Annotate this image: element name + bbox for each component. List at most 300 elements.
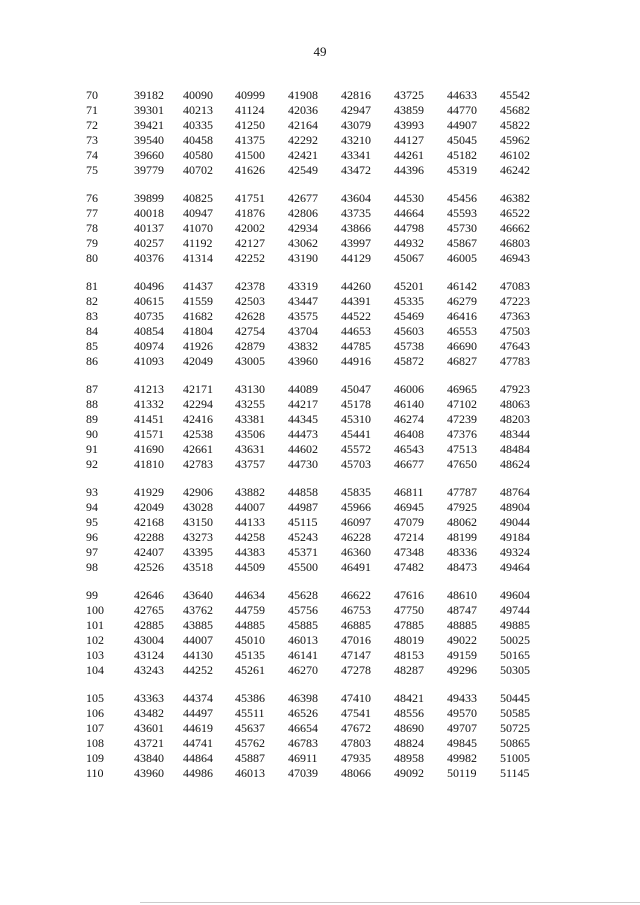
- value-cell: 48287: [394, 663, 424, 677]
- table-row: [86, 588, 553, 603]
- table-row: [86, 721, 553, 736]
- value-cell: 40257: [134, 236, 164, 250]
- value-cell: 49022: [447, 633, 477, 647]
- value-cell: 43960: [288, 354, 318, 368]
- value-cell: 41213: [134, 382, 164, 396]
- value-cell: 47541: [341, 706, 371, 720]
- value-cell: 42288: [134, 530, 164, 544]
- value-cell: 40702: [183, 163, 213, 177]
- value-cell: 45456: [447, 191, 477, 205]
- value-cell: 45966: [341, 500, 371, 514]
- value-cell: 47503: [500, 324, 530, 338]
- value-cell: 45762: [235, 736, 265, 750]
- value-cell: 46783: [288, 736, 318, 750]
- value-cell: 46270: [288, 663, 318, 677]
- value-cell: 39301: [134, 103, 164, 117]
- value-cell: 46943: [500, 251, 530, 265]
- value-cell: 48764: [500, 485, 530, 499]
- step-number-cell: 104: [86, 663, 104, 677]
- value-cell: 43757: [235, 457, 265, 471]
- value-cell: 46274: [394, 412, 424, 426]
- step-number-cell: 106: [86, 706, 104, 720]
- value-cell: 48747: [447, 603, 477, 617]
- step-number-cell: 96: [86, 530, 98, 544]
- value-cell: 44130: [183, 648, 213, 662]
- value-cell: 45386: [235, 691, 265, 705]
- step-number-cell: 88: [86, 397, 98, 411]
- value-cell: 43885: [183, 618, 213, 632]
- value-cell: 42783: [183, 457, 213, 471]
- value-cell: 47147: [341, 648, 371, 662]
- value-cell: 48153: [394, 648, 424, 662]
- value-cell: 47650: [447, 457, 477, 471]
- value-cell: 41926: [183, 339, 213, 353]
- value-cell: 45178: [341, 397, 371, 411]
- value-cell: 39182: [134, 88, 164, 102]
- value-cell: 46005: [447, 251, 477, 265]
- value-cell: 40376: [134, 251, 164, 265]
- block-separator: [86, 266, 553, 279]
- value-cell: 40615: [134, 294, 164, 308]
- value-cell: 48484: [500, 442, 530, 456]
- value-cell: 49604: [500, 588, 530, 602]
- value-cell: 51005: [500, 751, 530, 765]
- block-separator: [86, 678, 553, 691]
- value-cell: 40213: [183, 103, 213, 117]
- value-cell: 49707: [447, 721, 477, 735]
- value-cell: 45201: [394, 279, 424, 293]
- value-cell: 42421: [288, 148, 318, 162]
- value-cell: 44907: [447, 118, 477, 132]
- value-cell: 42538: [183, 427, 213, 441]
- step-number-cell: 85: [86, 339, 98, 353]
- value-cell: 41876: [235, 206, 265, 220]
- value-cell: 39899: [134, 191, 164, 205]
- value-cell: 47079: [394, 515, 424, 529]
- value-cell: 43130: [235, 382, 265, 396]
- value-cell: 45261: [235, 663, 265, 677]
- table-row: [86, 382, 553, 397]
- table-row: [86, 221, 553, 236]
- value-cell: 44858: [288, 485, 318, 499]
- value-cell: 47783: [500, 354, 530, 368]
- value-cell: 48199: [447, 530, 477, 544]
- table-row: [86, 485, 553, 500]
- value-cell: 46491: [341, 560, 371, 574]
- table-row: [86, 545, 553, 560]
- table-row: [86, 279, 553, 294]
- value-cell: 42407: [134, 545, 164, 559]
- value-cell: 40018: [134, 206, 164, 220]
- value-cell: 44007: [235, 500, 265, 514]
- value-cell: 49324: [500, 545, 530, 559]
- block-separator-cell: [86, 678, 553, 691]
- value-cell: 43518: [183, 560, 213, 574]
- value-cell: 43341: [341, 148, 371, 162]
- step-number-cell: 82: [86, 294, 98, 308]
- value-cell: 40825: [183, 191, 213, 205]
- value-cell: 49184: [500, 530, 530, 544]
- table-row: [86, 324, 553, 339]
- value-cell: 44759: [235, 603, 265, 617]
- step-number-cell: 74: [86, 148, 98, 162]
- value-cell: 45682: [500, 103, 530, 117]
- table-row: [86, 691, 553, 706]
- step-number-cell: 87: [86, 382, 98, 396]
- value-cell: 47885: [394, 618, 424, 632]
- value-cell: 39660: [134, 148, 164, 162]
- table-row: [86, 618, 553, 633]
- table-row: [86, 191, 553, 206]
- step-number-cell: 79: [86, 236, 98, 250]
- value-cell: 45135: [235, 648, 265, 662]
- value-cell: 44885: [235, 618, 265, 632]
- value-cell: 50865: [500, 736, 530, 750]
- value-cell: 43640: [183, 588, 213, 602]
- value-cell: 46013: [235, 766, 265, 780]
- table-row: [86, 751, 553, 766]
- value-cell: 42049: [183, 354, 213, 368]
- value-cell: 46141: [288, 648, 318, 662]
- value-cell: 43319: [288, 279, 318, 293]
- value-cell: 45500: [288, 560, 318, 574]
- value-cell: 51145: [500, 766, 530, 780]
- value-cell: 42002: [235, 221, 265, 235]
- value-cell: 43993: [394, 118, 424, 132]
- value-cell: 50119: [447, 766, 477, 780]
- value-cell: 45637: [235, 721, 265, 735]
- value-cell: 44770: [447, 103, 477, 117]
- value-cell: 44260: [341, 279, 371, 293]
- value-cell: 49044: [500, 515, 530, 529]
- value-cell: 47925: [447, 500, 477, 514]
- table-row: [86, 603, 553, 618]
- value-cell: 49092: [394, 766, 424, 780]
- value-cell: 40335: [183, 118, 213, 132]
- step-number-cell: 100: [86, 603, 104, 617]
- value-cell: 48824: [394, 736, 424, 750]
- value-cell: 47410: [341, 691, 371, 705]
- value-cell: 39779: [134, 163, 164, 177]
- value-cell: 42754: [235, 324, 265, 338]
- value-cell: 39421: [134, 118, 164, 132]
- table-row: [86, 530, 553, 545]
- value-cell: 44730: [288, 457, 318, 471]
- value-cell: 46662: [500, 221, 530, 235]
- value-cell: 40947: [183, 206, 213, 220]
- table-row: [86, 148, 553, 163]
- value-cell: 44987: [288, 500, 318, 514]
- value-cell: 43273: [183, 530, 213, 544]
- table-row: [86, 427, 553, 442]
- value-cell: 44653: [341, 324, 371, 338]
- value-cell: 43150: [183, 515, 213, 529]
- value-cell: 46911: [288, 751, 318, 765]
- value-cell: 42036: [288, 103, 318, 117]
- value-cell: 45756: [288, 603, 318, 617]
- salary-table: [86, 88, 553, 781]
- value-cell: 45067: [394, 251, 424, 265]
- value-cell: 42806: [288, 206, 318, 220]
- value-cell: 44522: [341, 309, 371, 323]
- value-cell: 45887: [235, 751, 265, 765]
- value-cell: 42661: [183, 442, 213, 456]
- value-cell: 42503: [235, 294, 265, 308]
- table-row: [86, 236, 553, 251]
- step-number-cell: 92: [86, 457, 98, 471]
- block-separator: [86, 472, 553, 485]
- value-cell: 44258: [235, 530, 265, 544]
- value-cell: 40735: [134, 309, 164, 323]
- value-cell: 46827: [447, 354, 477, 368]
- value-cell: 47016: [341, 633, 371, 647]
- value-cell: 42164: [288, 118, 318, 132]
- value-cell: 45867: [447, 236, 477, 250]
- step-number-cell: 91: [86, 442, 98, 456]
- table-row: [86, 294, 553, 309]
- value-cell: 42549: [288, 163, 318, 177]
- value-cell: 45371: [288, 545, 318, 559]
- value-cell: 44785: [341, 339, 371, 353]
- value-cell: 45511: [235, 706, 265, 720]
- value-cell: 46753: [341, 603, 371, 617]
- value-cell: 41929: [134, 485, 164, 499]
- value-cell: 43506: [235, 427, 265, 441]
- value-cell: 45572: [341, 442, 371, 456]
- value-cell: 44396: [394, 163, 424, 177]
- value-cell: 43631: [235, 442, 265, 456]
- table-row: [86, 457, 553, 472]
- value-cell: 46522: [500, 206, 530, 220]
- value-cell: 46102: [500, 148, 530, 162]
- value-cell: 48958: [394, 751, 424, 765]
- value-cell: 44916: [341, 354, 371, 368]
- step-number-cell: 84: [86, 324, 98, 338]
- value-cell: 45045: [447, 133, 477, 147]
- value-cell: 43381: [235, 412, 265, 426]
- value-cell: 47363: [500, 309, 530, 323]
- value-cell: 43210: [341, 133, 371, 147]
- step-number-cell: 70: [86, 88, 98, 102]
- value-cell: 46803: [500, 236, 530, 250]
- value-cell: 40999: [235, 88, 265, 102]
- value-cell: 46142: [447, 279, 477, 293]
- table-row: [86, 103, 553, 118]
- value-cell: 43124: [134, 648, 164, 662]
- value-cell: 44619: [183, 721, 213, 735]
- value-cell: 49744: [500, 603, 530, 617]
- value-cell: 47787: [447, 485, 477, 499]
- table-row: [86, 163, 553, 178]
- value-cell: 41751: [235, 191, 265, 205]
- step-number-cell: 71: [86, 103, 98, 117]
- value-cell: 47214: [394, 530, 424, 544]
- value-cell: 45885: [288, 618, 318, 632]
- value-cell: 45822: [500, 118, 530, 132]
- value-cell: 49885: [500, 618, 530, 632]
- value-cell: 48885: [447, 618, 477, 632]
- value-cell: 41571: [134, 427, 164, 441]
- value-cell: 47083: [500, 279, 530, 293]
- value-cell: 43395: [183, 545, 213, 559]
- value-cell: 47376: [447, 427, 477, 441]
- page-bottom-rule: [140, 902, 640, 903]
- value-cell: 46654: [288, 721, 318, 735]
- value-cell: 43255: [235, 397, 265, 411]
- table-row: [86, 309, 553, 324]
- value-cell: 44129: [341, 251, 371, 265]
- step-number-cell: 90: [86, 427, 98, 441]
- value-cell: 48473: [447, 560, 477, 574]
- step-number-cell: 81: [86, 279, 98, 293]
- value-cell: 43482: [134, 706, 164, 720]
- value-cell: 44932: [394, 236, 424, 250]
- value-cell: 43721: [134, 736, 164, 750]
- value-cell: 43079: [341, 118, 371, 132]
- value-cell: 41192: [183, 236, 213, 250]
- block-separator: [86, 178, 553, 191]
- value-cell: 45441: [341, 427, 371, 441]
- value-cell: 41690: [134, 442, 164, 456]
- value-cell: 43062: [288, 236, 318, 250]
- step-number-cell: 99: [86, 588, 98, 602]
- value-cell: 47039: [288, 766, 318, 780]
- value-cell: 45115: [288, 515, 318, 529]
- value-cell: 42906: [183, 485, 213, 499]
- value-cell: 50025: [500, 633, 530, 647]
- block-separator-cell: [86, 472, 553, 485]
- value-cell: 43601: [134, 721, 164, 735]
- value-cell: 46690: [447, 339, 477, 353]
- value-cell: 48610: [447, 588, 477, 602]
- value-cell: 48344: [500, 427, 530, 441]
- value-cell: 45703: [341, 457, 371, 471]
- value-cell: 48556: [394, 706, 424, 720]
- value-cell: 45962: [500, 133, 530, 147]
- value-cell: 47672: [341, 721, 371, 735]
- value-cell: 40137: [134, 221, 164, 235]
- table-row: [86, 515, 553, 530]
- table-row: [86, 412, 553, 427]
- value-cell: 46553: [447, 324, 477, 338]
- value-cell: 49845: [447, 736, 477, 750]
- value-cell: 42127: [235, 236, 265, 250]
- value-cell: 41124: [235, 103, 265, 117]
- value-cell: 49570: [447, 706, 477, 720]
- value-cell: 45628: [288, 588, 318, 602]
- block-separator: [86, 369, 553, 382]
- value-cell: 43004: [134, 633, 164, 647]
- value-cell: 45469: [394, 309, 424, 323]
- value-cell: 46228: [341, 530, 371, 544]
- value-cell: 49159: [447, 648, 477, 662]
- value-cell: 43882: [235, 485, 265, 499]
- step-number-cell: 77: [86, 206, 98, 220]
- table-row: [86, 442, 553, 457]
- value-cell: 43243: [134, 663, 164, 677]
- value-cell: 43832: [288, 339, 318, 353]
- value-cell: 48336: [447, 545, 477, 559]
- value-cell: 46279: [447, 294, 477, 308]
- step-number-cell: 101: [86, 618, 104, 632]
- step-number-cell: 97: [86, 545, 98, 559]
- value-cell: 46013: [288, 633, 318, 647]
- value-cell: 44986: [183, 766, 213, 780]
- value-cell: 44634: [235, 588, 265, 602]
- value-cell: 45730: [447, 221, 477, 235]
- value-cell: 48690: [394, 721, 424, 735]
- value-cell: 47278: [341, 663, 371, 677]
- value-cell: 47616: [394, 588, 424, 602]
- block-separator-cell: [86, 266, 553, 279]
- table-row: [86, 706, 553, 721]
- value-cell: 42677: [288, 191, 318, 205]
- value-cell: 42378: [235, 279, 265, 293]
- table-row: [86, 354, 553, 369]
- value-cell: 43028: [183, 500, 213, 514]
- value-cell: 46945: [394, 500, 424, 514]
- value-cell: 41070: [183, 221, 213, 235]
- value-cell: 45310: [341, 412, 371, 426]
- value-cell: 42765: [134, 603, 164, 617]
- value-cell: 44374: [183, 691, 213, 705]
- value-cell: 43866: [341, 221, 371, 235]
- table-row: [86, 736, 553, 751]
- value-cell: 43859: [394, 103, 424, 117]
- value-cell: 44864: [183, 751, 213, 765]
- block-separator: [86, 575, 553, 588]
- table-body: [86, 88, 553, 781]
- value-cell: 43472: [341, 163, 371, 177]
- step-number-cell: 103: [86, 648, 104, 662]
- salary-scale-table: [86, 88, 553, 781]
- value-cell: 49982: [447, 751, 477, 765]
- value-cell: 46543: [394, 442, 424, 456]
- value-cell: 44497: [183, 706, 213, 720]
- value-cell: 45047: [341, 382, 371, 396]
- value-cell: 46965: [447, 382, 477, 396]
- page-number: 49: [313, 44, 327, 59]
- value-cell: 43725: [394, 88, 424, 102]
- value-cell: 41437: [183, 279, 213, 293]
- value-cell: 44664: [394, 206, 424, 220]
- value-cell: 44602: [288, 442, 318, 456]
- value-cell: 48203: [500, 412, 530, 426]
- value-cell: 41810: [134, 457, 164, 471]
- table-row: [86, 663, 553, 678]
- value-cell: 40090: [183, 88, 213, 102]
- value-cell: 48904: [500, 500, 530, 514]
- value-cell: 42934: [288, 221, 318, 235]
- step-number-cell: 95: [86, 515, 98, 529]
- value-cell: 49464: [500, 560, 530, 574]
- value-cell: 43005: [235, 354, 265, 368]
- step-number-cell: 108: [86, 736, 104, 750]
- step-number-cell: 80: [86, 251, 98, 265]
- value-cell: 41093: [134, 354, 164, 368]
- block-separator-cell: [86, 178, 553, 191]
- value-cell: 48066: [341, 766, 371, 780]
- value-cell: 41451: [134, 412, 164, 426]
- value-cell: 41500: [235, 148, 265, 162]
- value-cell: 45872: [394, 354, 424, 368]
- value-cell: 44473: [288, 427, 318, 441]
- value-cell: 44383: [235, 545, 265, 559]
- value-cell: 44509: [235, 560, 265, 574]
- step-number-cell: 105: [86, 691, 104, 705]
- value-cell: 46382: [500, 191, 530, 205]
- value-cell: 50445: [500, 691, 530, 705]
